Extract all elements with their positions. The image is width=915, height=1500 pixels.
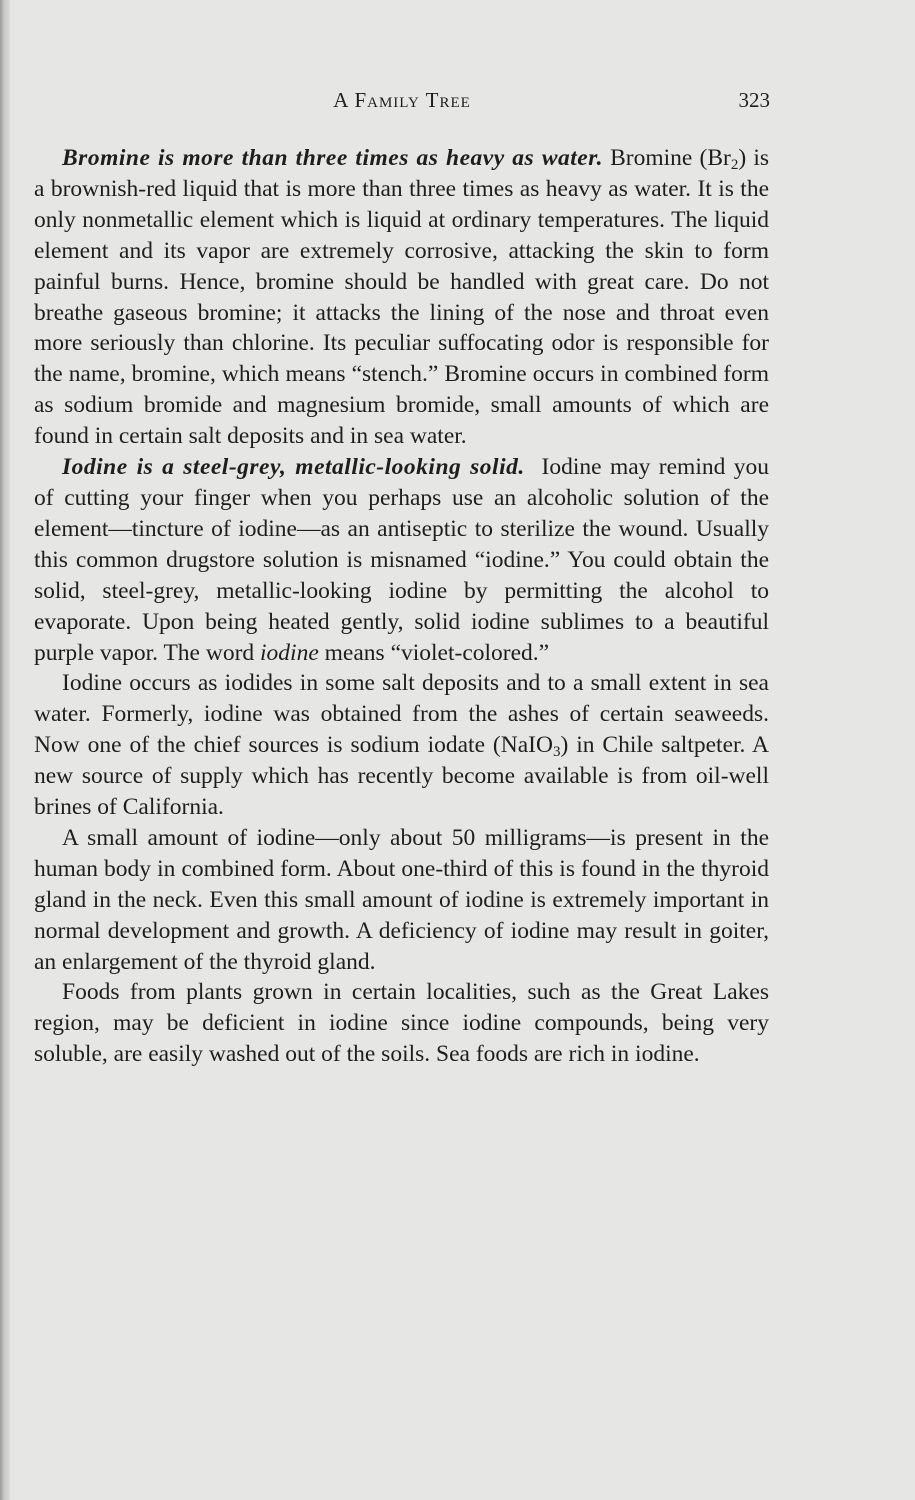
paragraph-text: Foods from plants grown in certain localities, such as the Great Lakes region, may be deficient in iodine since iodine compounds, being very soluble, are easily washed out of the soils. Sea foods are rich in iodine. [34,979,769,1068]
page-number: 323 [738,88,770,112]
paragraph-iodine-body [34,823,769,978]
paragraph-text: Iodine may remind you of cutting your finger when you perhaps use an alcoholic solution of the element—tincture of iodine—as an antiseptic to sterilize the wound. Usually this common drugstore solution is misnamed “iodine.” You could obtain the solid, steel-grey, metallic-looking iodine by permitting the alcohol to evaporate. Upon being heated gently, solid iodine sublimes to a beautiful purple vapor. The word [34,454,769,666]
paragraph-iodine [34,452,769,668]
paragraph-text: Iodine occurs as iodides in some salt deposits and to a small extent in sea water. Formerly, iodine was obtained from the ashes of certain seaweeds. Now one of the chief sources is sodium iodate (NaIO [34,670,769,759]
paragraph-text: Bromine (Br [610,145,731,171]
running-head: A Family Tree [333,88,471,112]
body-text [34,143,769,1070]
paragraph-bromine [34,143,769,452]
page-header [34,88,770,118]
paragraph-iodine-foods [34,977,769,1070]
emphasized-word: iodine [260,639,319,666]
subscript: 3 [552,744,561,761]
paragraph-text: A small amount of iodine—only about 50 milligrams—is present in the human body in combined form. About one-third of this is found in the thyroid gland in the neck. Even this small amount of iodine is extremely important in normal development and growth. A deficiency of iodine may result in goiter, an enlargement of the thyroid gland. [34,824,769,975]
paragraph-text: ) in Chile saltpeter. A new source of supply which has recently become available is from oil-well brines of California. [34,732,770,821]
paragraph-lead-heading: Bromine is more than three times as heavy as water. [62,145,603,171]
paragraph-iodine-sources [34,668,769,823]
subscript: 2 [730,157,739,173]
paragraph-text: means “violet-colored.” [324,639,550,666]
paragraph-lead-heading: Iodine is a steel-grey, metallic-looking solid. [62,454,525,481]
page-binding-edge [0,0,10,1500]
paragraph-text: ) is a brownish-red liquid that is more than three times as heavy as water. It is the only nonmetallic element which is liquid at ordinary temperatures. The liquid element and its vapor are extremely corrosive, attacking the skin to form painful burns. Hence, bromine should be handled with great care. Do not breathe gaseous bromine; it attacks the lining of the nose and throat even more seriously than chlorine. Its peculiar suffocating odor is responsible for the name, bromine, which means “stench.” Bromine occurs in combined form as sodium bromide and magnesium bromide, small amounts of which are found in certain salt deposits and in sea water. [34,145,769,450]
